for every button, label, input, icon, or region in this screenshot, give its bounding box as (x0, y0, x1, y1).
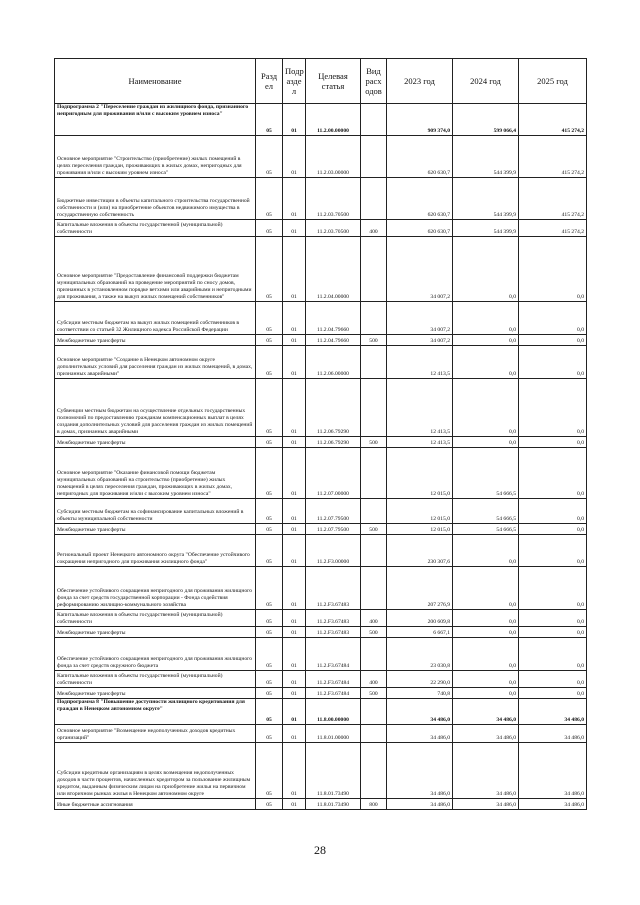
cell-y2024: 0,0 (453, 688, 519, 699)
cell-y2024: 0,0 (453, 379, 519, 437)
cell-name: Межбюджетные трансферты (55, 335, 256, 346)
cell-y2025: 415 274,2 (519, 136, 587, 178)
cell-statya: 11.2.03.70500 (306, 220, 361, 237)
cell-statya: 11.2.06.00000 (306, 346, 361, 379)
cell-razdel: 05 (256, 136, 283, 178)
cell-statya: 11.2.07.00000 (306, 448, 361, 499)
cell-y2025: 0,0 (519, 671, 587, 688)
cell-name: Подпрограмма 2 "Переселение граждан из жилищного фонда, признанного непригодным для проживания и/или с высоким уровнем износа" (55, 104, 256, 136)
cell-y2023: 34 486,0 (387, 743, 453, 799)
cell-podrazdel: 01 (283, 499, 306, 524)
cell-y2023: 207 276,9 (387, 567, 453, 610)
cell-razdel: 05 (256, 699, 283, 725)
cell-statya: 11.2.06.79290 (306, 437, 361, 448)
cell-y2024: 0,0 (453, 335, 519, 346)
cell-y2024: 54 666,5 (453, 448, 519, 499)
cell-y2023: 740,8 (387, 688, 453, 699)
cell-name: Субсидии кредитным организациям в целях возмещения недополученных доходов в части процентов, начисленных кредитором за пользование жилищным кредитом, выданным физическим лицам на приобретение жилья на первичном или вторичном рынках жилья в Ненецком автономном округе (55, 743, 256, 799)
cell-razdel: 05 (256, 671, 283, 688)
cell-statya: 11.2.00.00000 (306, 104, 361, 136)
cell-razdel: 05 (256, 799, 283, 810)
cell-y2023: 23 030,8 (387, 638, 453, 671)
cell-vid (361, 638, 387, 671)
table-row (55, 335, 587, 346)
cell-y2023: 22 290,0 (387, 671, 453, 688)
cell-razdel: 05 (256, 627, 283, 638)
table-row (55, 627, 587, 638)
cell-y2025: 0,0 (519, 627, 587, 638)
table-row (55, 524, 587, 535)
cell-statya: 11.2.F3.67484 (306, 671, 361, 688)
cell-razdel: 05 (256, 535, 283, 567)
cell-y2025: 34 486,0 (519, 699, 587, 725)
cell-name: Региональный проект Ненецкого автономного округа "Обеспечение устойчивого сокращения непригодного для проживания жилищного фонда" (55, 535, 256, 567)
cell-y2024: 599 066,4 (453, 104, 519, 136)
cell-podrazdel: 01 (283, 535, 306, 567)
cell-y2024: 0,0 (453, 567, 519, 610)
cell-statya: 11.2.F3.67484 (306, 688, 361, 699)
cell-statya: 11.2.07.79500 (306, 524, 361, 535)
cell-y2023: 12 015,0 (387, 524, 453, 535)
cell-vid: 400 (361, 671, 387, 688)
cell-name: Субсидии местным бюджетам на софинансирование капитальных вложений в объекты муниципальной собственности (55, 499, 256, 524)
cell-y2025: 0,0 (519, 688, 587, 699)
cell-podrazdel: 01 (283, 178, 306, 220)
table-row (55, 638, 587, 671)
cell-name: Основное мероприятие "Оказание финансовой помощи бюджетам муниципальных образований на строительство (приобретение) жилых помещений в целях переселения граждан, проживающих в жилых домах, непригодных для проживания и/или с высоким уровнем износа" (55, 448, 256, 499)
cell-podrazdel: 01 (283, 610, 306, 627)
cell-podrazdel: 01 (283, 725, 306, 743)
cell-y2025: 0,0 (519, 524, 587, 535)
col-header-statya: Целевая статья (306, 59, 361, 104)
table-row (55, 302, 587, 335)
cell-y2025: 0,0 (519, 335, 587, 346)
cell-y2023: 12 015,0 (387, 499, 453, 524)
cell-y2023: 12 413,5 (387, 379, 453, 437)
cell-vid (361, 499, 387, 524)
table-row (55, 725, 587, 743)
cell-statya: 11.8.01.73490 (306, 799, 361, 810)
cell-razdel: 05 (256, 237, 283, 302)
cell-podrazdel: 01 (283, 136, 306, 178)
table-row (55, 699, 587, 725)
cell-statya: 11.2.04.79660 (306, 302, 361, 335)
cell-razdel: 05 (256, 448, 283, 499)
cell-y2024: 0,0 (453, 302, 519, 335)
cell-statya: 11.8.00.00000 (306, 699, 361, 725)
table-row (55, 448, 587, 499)
budget-table (54, 58, 587, 810)
table-row (55, 220, 587, 237)
cell-y2024: 0,0 (453, 437, 519, 448)
table-row (55, 346, 587, 379)
cell-vid (361, 178, 387, 220)
cell-vid (361, 743, 387, 799)
cell-y2024: 544 399,9 (453, 178, 519, 220)
cell-vid: 500 (361, 627, 387, 638)
cell-y2025: 0,0 (519, 535, 587, 567)
cell-razdel: 05 (256, 335, 283, 346)
cell-y2024: 34 486,0 (453, 699, 519, 725)
cell-statya: 11.2.04.00000 (306, 237, 361, 302)
table-row (55, 379, 587, 437)
cell-vid: 400 (361, 220, 387, 237)
cell-y2024: 34 486,0 (453, 725, 519, 743)
cell-podrazdel: 01 (283, 448, 306, 499)
cell-name: Основное мероприятие "Создание в Ненецком автономном округе дополнительных условий для расселения граждан из жилых помещений, в домах, признанных аварийными" (55, 346, 256, 379)
cell-razdel: 05 (256, 437, 283, 448)
cell-y2025: 0,0 (519, 302, 587, 335)
cell-podrazdel: 01 (283, 104, 306, 136)
cell-razdel: 05 (256, 688, 283, 699)
cell-name: Межбюджетные трансферты (55, 524, 256, 535)
cell-podrazdel: 01 (283, 799, 306, 810)
cell-vid (361, 448, 387, 499)
cell-razdel: 05 (256, 346, 283, 379)
cell-y2023: 34 486,0 (387, 699, 453, 725)
cell-y2023: 34 486,0 (387, 799, 453, 810)
table-row (55, 104, 587, 136)
cell-podrazdel: 01 (283, 743, 306, 799)
cell-razdel: 05 (256, 638, 283, 671)
table-row (55, 136, 587, 178)
cell-statya: 11.2.03.70500 (306, 178, 361, 220)
cell-y2025: 415 274,2 (519, 104, 587, 136)
cell-razdel: 05 (256, 743, 283, 799)
cell-statya: 11.2.F3.67483 (306, 627, 361, 638)
cell-razdel: 05 (256, 178, 283, 220)
cell-name: Межбюджетные трансферты (55, 437, 256, 448)
cell-y2023: 909 374,0 (387, 104, 453, 136)
cell-statya: 11.8.01.73490 (306, 743, 361, 799)
cell-vid (361, 346, 387, 379)
cell-statya: 11.2.F3.67483 (306, 610, 361, 627)
cell-statya: 11.2.F3.00000 (306, 535, 361, 567)
cell-razdel: 05 (256, 567, 283, 610)
cell-name: Межбюджетные трансферты (55, 627, 256, 638)
cell-y2025: 0,0 (519, 448, 587, 499)
cell-podrazdel: 01 (283, 346, 306, 379)
cell-y2025: 0,0 (519, 610, 587, 627)
cell-statya: 11.2.07.79500 (306, 499, 361, 524)
cell-y2023: 620 630,7 (387, 220, 453, 237)
table-row (55, 437, 587, 448)
cell-vid (361, 535, 387, 567)
cell-razdel: 05 (256, 104, 283, 136)
cell-y2024: 544 399,9 (453, 220, 519, 237)
cell-y2024: 0,0 (453, 346, 519, 379)
cell-razdel: 05 (256, 524, 283, 535)
cell-statya: 11.2.04.79660 (306, 335, 361, 346)
cell-vid (361, 725, 387, 743)
cell-vid (361, 302, 387, 335)
cell-y2025: 415 274,2 (519, 220, 587, 237)
cell-y2024: 0,0 (453, 627, 519, 638)
cell-vid: 800 (361, 799, 387, 810)
cell-podrazdel: 01 (283, 220, 306, 237)
cell-podrazdel: 01 (283, 627, 306, 638)
cell-y2023: 620 630,7 (387, 178, 453, 220)
cell-y2023: 34 007,2 (387, 335, 453, 346)
cell-name: Субвенции местным бюджетам на осуществление отдельных государственных полномочий по предоставлению гражданам компенсационных выплат в целях создания дополнительных условий для расселения граждан из жилых помещений в домах, признанных аварийными (55, 379, 256, 437)
cell-statya: 11.2.03.00000 (306, 136, 361, 178)
cell-name: Обеспечение устойчивого сокращения непригодного для проживания жилищного фонда за счет средств окружного бюджета (55, 638, 256, 671)
cell-name: Иные бюджетные ассигнования (55, 799, 256, 810)
table-row (55, 567, 587, 610)
cell-razdel: 05 (256, 499, 283, 524)
col-header-name: Наименование (55, 59, 256, 104)
cell-y2024: 34 486,0 (453, 799, 519, 810)
table-row (55, 499, 587, 524)
cell-name: Межбюджетные трансферты (55, 688, 256, 699)
cell-y2025: 34 486,0 (519, 799, 587, 810)
cell-podrazdel: 01 (283, 237, 306, 302)
cell-vid (361, 104, 387, 136)
cell-y2025: 0,0 (519, 237, 587, 302)
cell-podrazdel: 01 (283, 638, 306, 671)
table-row (55, 688, 587, 699)
cell-statya: 11.8.01.00000 (306, 725, 361, 743)
cell-vid: 500 (361, 524, 387, 535)
cell-y2024: 0,0 (453, 535, 519, 567)
cell-name: Основное мероприятие "Возмещение недополученных доходов кредитных организаций" (55, 725, 256, 743)
col-header-podrazdel: Подр азде л (283, 59, 306, 104)
cell-vid (361, 237, 387, 302)
cell-podrazdel: 01 (283, 437, 306, 448)
cell-name: Обеспечение устойчивого сокращения непригодного для проживания жилищного фонда за счет средств государственной корпорации - Фонда содействия реформированию жилищно-коммунального хозяйства (55, 567, 256, 610)
cell-y2024: 34 486,0 (453, 743, 519, 799)
table-row (55, 743, 587, 799)
cell-podrazdel: 01 (283, 302, 306, 335)
table-row (55, 671, 587, 688)
cell-y2024: 0,0 (453, 671, 519, 688)
cell-name: Бюджетные инвестиции в объекты капитального строительства государственной собственности и (или) на приобретение объектов недвижимого имущества в государственную собственность (55, 178, 256, 220)
cell-podrazdel: 01 (283, 671, 306, 688)
cell-razdel: 05 (256, 220, 283, 237)
col-header-2023: 2023 год (387, 59, 453, 104)
cell-y2025: 0,0 (519, 379, 587, 437)
col-header-2024: 2024 год (453, 59, 519, 104)
cell-name: Капитальные вложения в объекты государственной (муниципальной) собственности (55, 220, 256, 237)
cell-statya: 11.2.F3.67483 (306, 567, 361, 610)
col-header-razdel: Разд ел (256, 59, 283, 104)
table-header-row (55, 59, 587, 104)
cell-vid: 500 (361, 437, 387, 448)
table-row (55, 799, 587, 810)
cell-podrazdel: 01 (283, 379, 306, 437)
col-header-2025: 2025 год (519, 59, 587, 104)
cell-name: Подпрограмма 8 "Повышение доступности жилищного кредитования для граждан в Ненецком автономном округе" (55, 699, 256, 725)
cell-razdel: 05 (256, 610, 283, 627)
cell-y2024: 54 666,5 (453, 499, 519, 524)
cell-vid (361, 136, 387, 178)
cell-vid (361, 567, 387, 610)
cell-vid: 500 (361, 335, 387, 346)
cell-razdel: 05 (256, 379, 283, 437)
cell-vid: 400 (361, 610, 387, 627)
cell-statya: 11.2.06.79290 (306, 379, 361, 437)
cell-name: Капитальные вложения в объекты государственной (муниципальной) собственности (55, 671, 256, 688)
cell-y2025: 0,0 (519, 437, 587, 448)
page-number: 28 (314, 843, 326, 857)
cell-podrazdel: 01 (283, 524, 306, 535)
table-row (55, 237, 587, 302)
cell-podrazdel: 01 (283, 688, 306, 699)
cell-y2023: 620 630,7 (387, 136, 453, 178)
table-row (55, 610, 587, 627)
cell-vid (361, 699, 387, 725)
cell-y2023: 6 667,1 (387, 627, 453, 638)
cell-y2023: 34 007,2 (387, 302, 453, 335)
cell-podrazdel: 01 (283, 335, 306, 346)
cell-podrazdel: 01 (283, 567, 306, 610)
cell-y2025: 34 486,0 (519, 725, 587, 743)
cell-y2023: 12 413,5 (387, 437, 453, 448)
cell-razdel: 05 (256, 302, 283, 335)
cell-y2025: 0,0 (519, 346, 587, 379)
cell-razdel: 05 (256, 725, 283, 743)
cell-y2023: 34 486,0 (387, 725, 453, 743)
cell-vid: 500 (361, 688, 387, 699)
cell-y2024: 54 666,5 (453, 524, 519, 535)
col-header-vid: Вид расх одов (361, 59, 387, 104)
table-row (55, 535, 587, 567)
cell-vid (361, 379, 387, 437)
cell-name: Основное мероприятие "Строительство (приобретение) жилых помещений в целях переселения граждан, проживающих в жилых домах, непригодных для проживания и/или с высоким уровнем износа" (55, 136, 256, 178)
table-row (55, 178, 587, 220)
cell-y2025: 415 274,2 (519, 178, 587, 220)
cell-y2025: 0,0 (519, 499, 587, 524)
cell-y2023: 12 413,5 (387, 346, 453, 379)
cell-podrazdel: 01 (283, 699, 306, 725)
cell-y2024: 544 399,9 (453, 136, 519, 178)
cell-y2024: 0,0 (453, 237, 519, 302)
cell-y2024: 0,0 (453, 638, 519, 671)
cell-y2025: 0,0 (519, 638, 587, 671)
cell-y2023: 200 609,8 (387, 610, 453, 627)
cell-statya: 11.2.F3.67484 (306, 638, 361, 671)
cell-y2023: 34 007,2 (387, 237, 453, 302)
cell-name: Капитальные вложения в объекты государственной (муниципальной) собственности (55, 610, 256, 627)
cell-y2023: 12 015,0 (387, 448, 453, 499)
cell-name: Субсидии местным бюджетам на выкуп жилых помещений собственников в соответствии со статьей 32 Жилищного кодекса Российской Федерации (55, 302, 256, 335)
cell-y2025: 34 486,0 (519, 743, 587, 799)
cell-y2024: 0,0 (453, 610, 519, 627)
cell-y2025: 0,0 (519, 567, 587, 610)
cell-name: Основное мероприятие "Предоставление финансовой поддержки бюджетам муниципальных образований на проведение мероприятий по сносу домов, признанных в установленном порядке ветхими или аварийными и непригодными для проживания, а также на выкуп жилых помещений собственников" (55, 237, 256, 302)
cell-y2023: 230 307,6 (387, 535, 453, 567)
